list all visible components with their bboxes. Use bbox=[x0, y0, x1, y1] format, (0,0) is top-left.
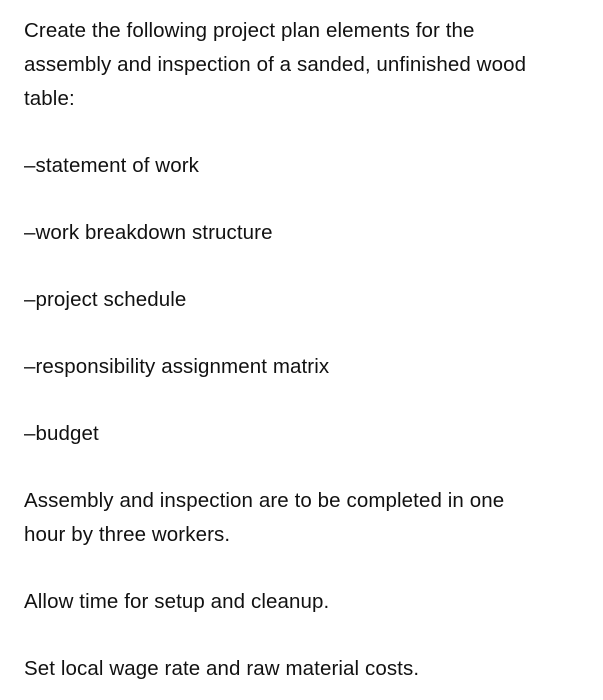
cost-note: Set local wage rate and raw material costs. bbox=[24, 657, 420, 680]
element-item-responsibility-assignment-matrix: –responsibility assignment matrix bbox=[24, 355, 330, 378]
constraint-paragraph bbox=[24, 484, 584, 552]
element-item-project-schedule: –project schedule bbox=[24, 288, 187, 311]
question-document bbox=[24, 14, 584, 686]
element-item-statement-of-work: –statement of work bbox=[24, 154, 199, 177]
element-item-budget: –budget bbox=[24, 422, 99, 445]
constraint-line-2: hour by three workers. bbox=[24, 523, 231, 546]
intro-line-3: table: bbox=[24, 87, 75, 110]
setup-note: Allow time for setup and cleanup. bbox=[24, 590, 330, 613]
intro-paragraph bbox=[24, 14, 584, 116]
element-item-work-breakdown-structure: –work breakdown structure bbox=[24, 221, 273, 244]
intro-line-2: assembly and inspection of a sanded, unfinished wood bbox=[24, 53, 527, 76]
constraint-line-1: Assembly and inspection are to be completed in one bbox=[24, 489, 505, 512]
intro-line-1: Create the following project plan elements for the bbox=[24, 19, 475, 42]
